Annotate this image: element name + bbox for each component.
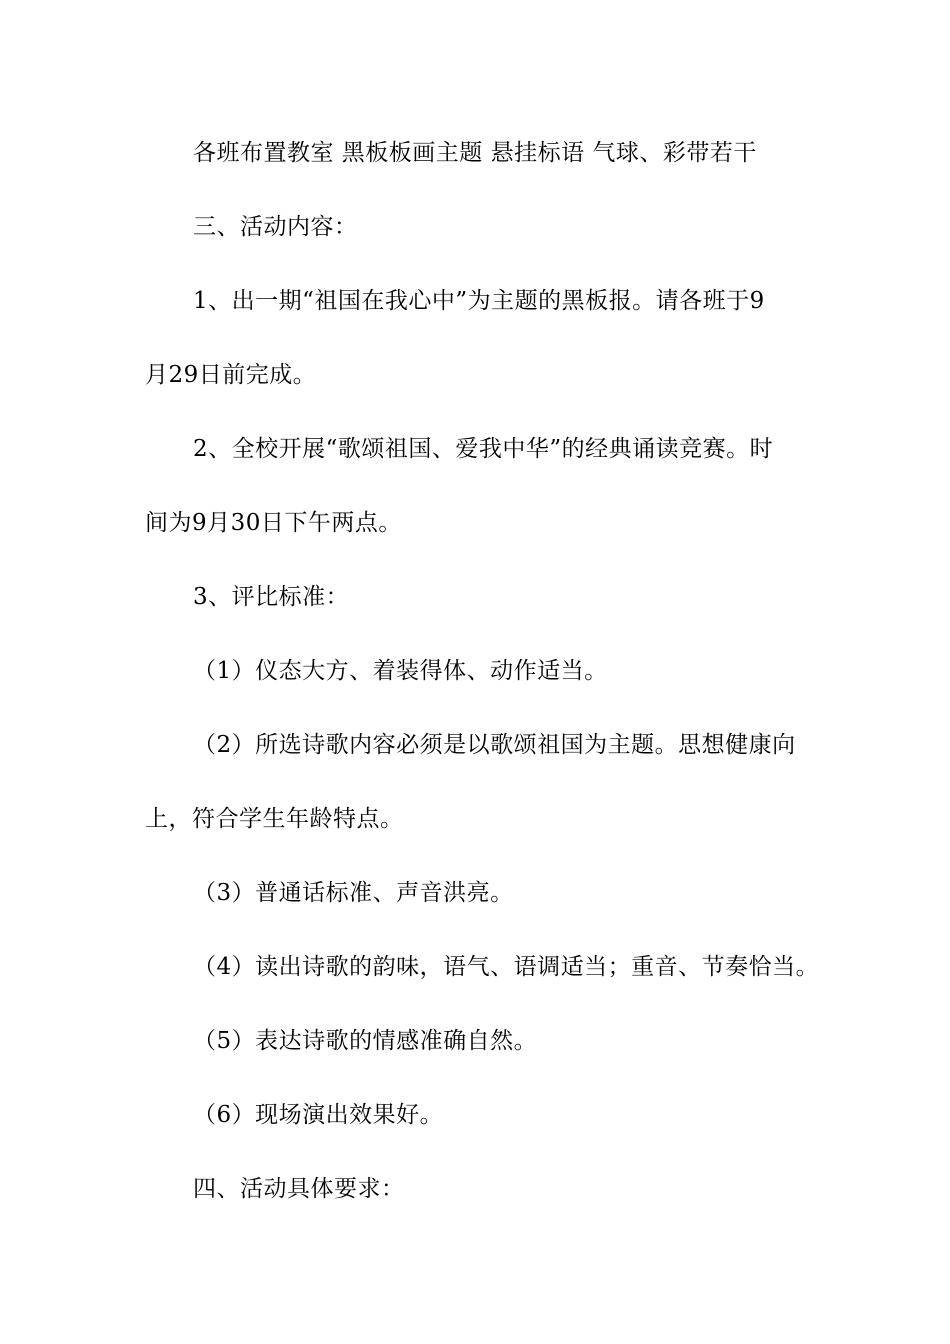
criterion-3: （3）普通话标准、声音洪亮。 [193, 880, 514, 906]
criterion-5: （5）表达诗歌的情感准确自然。 [193, 1028, 538, 1054]
section-heading-requirements: 四、活动具体要求： [193, 1176, 405, 1202]
paragraph-2-line-2: 间为9月30日下午两点。 [145, 510, 402, 536]
text-line-materials: 各班布置教室 黑板板画主题 悬挂标语 气球、彩带若干 [193, 140, 757, 166]
section-heading-activity-content: 三、活动内容： [193, 214, 358, 240]
paragraph-1-line-1: 1、出一期“祖国在我心中”为主题的黑板报。请各班于9 [193, 288, 765, 314]
criterion-1: （1）仪态大方、着装得体、动作适当。 [193, 658, 608, 684]
criterion-6: （6）现场演出效果好。 [193, 1102, 444, 1128]
paragraph-2-line-1: 2、全校开展“歌颂祖国、爱我中华”的经典诵读竞赛。时 [193, 436, 774, 462]
criterion-2-line-1: （2）所选诗歌内容必须是以歌颂祖国为主题。思想健康向 [193, 732, 796, 758]
criterion-2-line-2: 上，符合学生年龄特点。 [145, 806, 404, 832]
criterion-4: （4）读出诗歌的韵味，语气、语调适当；重音、节奏恰当。 [193, 954, 820, 980]
paragraph-3-heading: 3、评比标准： [193, 584, 350, 610]
paragraph-1-line-2: 月29日前完成。 [145, 362, 317, 388]
